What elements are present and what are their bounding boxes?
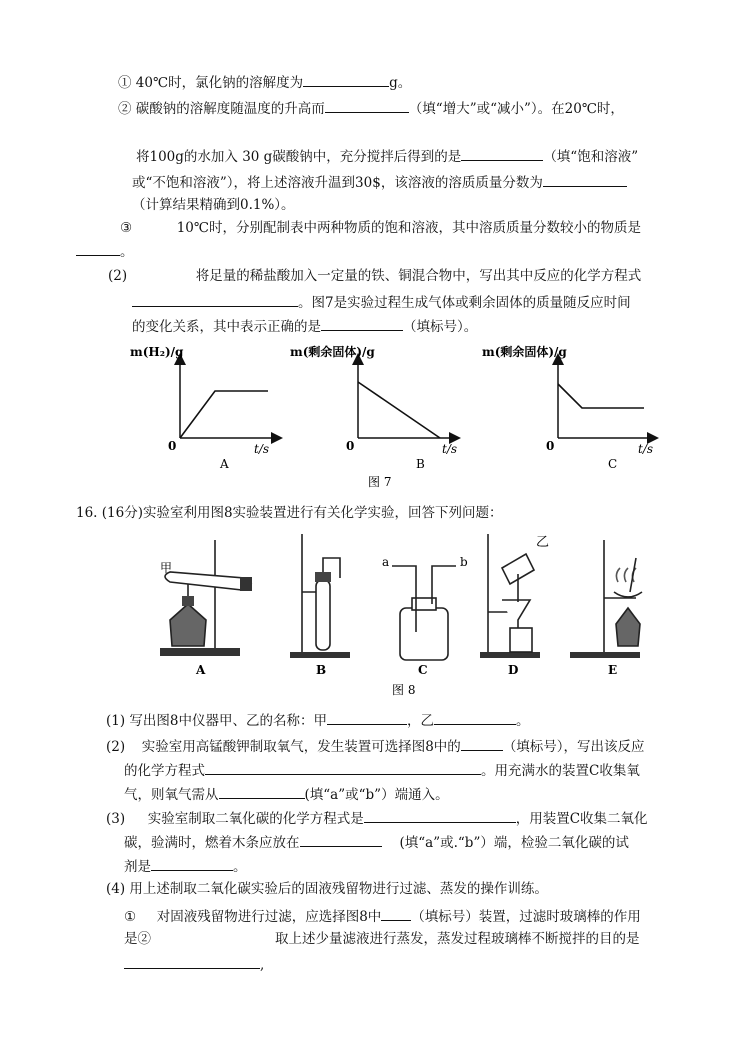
q15-part2-line3-text: 的变化关系，其中表示正确的是 <box>132 319 321 335</box>
graph-a-label: A <box>220 457 229 471</box>
q15-sub2-line4-text: （计算结果精确到0.1%）。 <box>132 197 295 213</box>
q16-part2-line3-text: 气，则氧气需从 <box>124 787 219 803</box>
graph-a-ylabel: m(H₂)/g <box>130 345 184 359</box>
answer-blank[interactable] <box>364 808 516 823</box>
q16-part2-line2-end: 。用充满水的装置C收集氧 <box>481 763 640 779</box>
q16-part3-line2 <box>124 832 629 852</box>
answer-blank[interactable] <box>303 72 389 87</box>
answer-blank[interactable] <box>124 954 260 969</box>
q15-sub1-text: 40℃时，氯化钠的溶解度为 <box>135 75 304 91</box>
q16-part1-number: (1) <box>106 713 126 729</box>
answer-blank[interactable] <box>325 98 409 113</box>
graph-c-origin: 0 <box>546 439 555 453</box>
q15-sub1-unit: g。 <box>389 75 412 91</box>
answer-blank[interactable] <box>205 760 481 775</box>
graph-c-ylabel: m(剩余固体)/g <box>482 345 567 359</box>
graph-b-xlabel: t/s <box>442 442 458 456</box>
q16-part3-line3 <box>124 856 247 876</box>
graph-c <box>482 344 656 471</box>
graph-a-xlabel: t/s <box>254 442 270 456</box>
graph-c-label: C <box>608 457 618 471</box>
q16-part4-sub1-line3-end: , <box>260 957 265 973</box>
figure-8-caption: 图 8 <box>392 683 416 697</box>
q15-part2-number: (2) <box>108 268 128 284</box>
apparatus-c-label: C <box>418 663 428 677</box>
graph-b-origin: 0 <box>346 439 355 453</box>
q16-part3-line3-text: 剂是 <box>124 859 151 875</box>
figure-7-caption: 图 7 <box>368 475 392 489</box>
apparatus-a <box>160 540 252 656</box>
answer-blank[interactable] <box>381 906 411 921</box>
graph-a-origin: 0 <box>168 439 177 453</box>
q15-sub2-text-end: （填“增大”或“减小”）。在20℃时， <box>408 101 624 117</box>
answer-blank[interactable] <box>76 241 120 256</box>
q15-sub2-text: 碳酸钠的溶解度随温度的升高而 <box>135 101 325 117</box>
q16-part2-mid: （填标号），写出该反应 <box>502 739 645 755</box>
q15-sub3-end: 。 <box>120 244 134 260</box>
q16-part4-sub1-number: ① <box>124 909 137 925</box>
q16-part1-text: 写出图8中仪器甲、乙的名称：甲 <box>129 713 328 729</box>
answer-blank[interactable] <box>461 146 543 161</box>
q15-sub3-line2 <box>76 241 134 261</box>
q16-part4-number: (4) <box>106 881 126 897</box>
q16-part2 <box>106 736 645 756</box>
apparatus-b <box>290 534 350 658</box>
q16-part3-line3-end: 。 <box>233 859 247 875</box>
q16-part4-sub1-mid: （填标号）装置，过滤时玻璃棒的作用 <box>411 909 641 925</box>
q16-part2-line2 <box>124 760 640 780</box>
label-jia: 甲 <box>160 561 173 575</box>
answer-blank[interactable] <box>151 856 233 871</box>
label-yi: 乙 <box>536 535 550 550</box>
graph-c-xlabel: t/s <box>638 442 654 456</box>
apparatus-b-label: B <box>316 663 327 677</box>
graph-b-curve <box>358 382 440 438</box>
q16-part3-mid: ，用装置C收集二氧化 <box>515 811 648 827</box>
q16-part3-line2-end: (填“a”或.“b”）端，检验二氧化碳的试 <box>399 835 629 851</box>
graph-b-label: B <box>416 457 425 471</box>
q15-sub3 <box>120 219 641 237</box>
q15-part2-line2-text: 。图7是实验过程生成气体或剩余固体的质量随反应时间 <box>298 295 631 311</box>
q15-part2-text: 将足量的稀盐酸加入一定量的铁、铜混合物中，写出其中反应的化学方程式 <box>195 268 642 284</box>
q15-sub2 <box>118 98 624 118</box>
q16-part3 <box>106 808 648 828</box>
q16-part4 <box>106 880 548 898</box>
q15-sub2-line4 <box>132 196 295 214</box>
q16-part2-number: (2) <box>106 739 126 755</box>
q15-sub2-number: ② <box>118 101 132 117</box>
graph-a-curve <box>180 391 268 438</box>
q15-part2-line2 <box>132 292 631 312</box>
q16-part3-line2-text: 碳，验满时，燃着木条应放在 <box>124 835 300 851</box>
apparatus-d-label: D <box>508 663 519 677</box>
q15-sub1 <box>118 72 411 92</box>
apparatus-e <box>570 540 642 658</box>
q16-part1 <box>106 710 530 730</box>
q16-part4-text: 用上述制取二氧化碳实验后的固液残留物进行过滤、蒸发的操作训练。 <box>129 881 548 897</box>
q16-part1-end: 。 <box>516 713 530 729</box>
answer-blank[interactable] <box>300 832 382 847</box>
answer-blank[interactable] <box>543 172 627 187</box>
q16-part4-sub1-line2-text: 是② <box>124 931 151 947</box>
q16-part4-sub1-text: 对固液残留物进行过滤，应选择图8中 <box>156 909 382 925</box>
q15-sub1-number: ① <box>118 75 132 91</box>
answer-blank[interactable] <box>461 736 503 751</box>
apparatus-d <box>480 534 540 658</box>
q15-sub2-line3-text: 或“不饱和溶液”），将上述溶液升温到30$，该溶液的溶质质量分数为 <box>132 175 543 191</box>
q15-sub3-text: 10℃时，分别配制表中两种物质的饱和溶液，其中溶质质量分数较小的物质是 <box>176 220 641 236</box>
q16-part2-text: 实验室用高锰酸钾制取氧气，发生装置可选择图8中的 <box>141 739 461 755</box>
q16-part4-sub1-line3 <box>124 954 264 974</box>
q16-part2-line2-text: 的化学方程式 <box>124 763 205 779</box>
q16-part4-sub1 <box>124 906 641 926</box>
figure-8 <box>130 528 660 708</box>
q16-part3-number: (3) <box>106 811 126 827</box>
answer-blank[interactable] <box>434 710 516 725</box>
label-b: b <box>460 555 468 569</box>
q15-part2-line3 <box>132 316 477 336</box>
answer-blank[interactable] <box>321 316 403 331</box>
q15-part2 <box>108 267 641 285</box>
label-a: a <box>382 555 390 569</box>
q16-part2-line3 <box>124 784 449 804</box>
q16-part1-mid: ，乙 <box>407 713 435 729</box>
q16-part3-text: 实验室制取二氧化碳的化学方程式是 <box>147 811 364 827</box>
q15-part2-line3-end: （填标号）。 <box>403 319 478 335</box>
graph-c-curve <box>558 384 644 408</box>
graph-b <box>290 344 458 471</box>
q15-sub2-line2-end: （填“饱和溶液” <box>543 149 639 165</box>
q16-header: 16. (16分)实验室利用图8实验装置进行有关化学实验，回答下列问题： <box>76 505 503 521</box>
apparatus-e-label: E <box>608 663 618 677</box>
q15-sub2-line2 <box>136 146 638 166</box>
q16-part2-line3-end: (填“a”或“b”）端通入。 <box>304 787 449 803</box>
q15-sub2-line3 <box>132 172 627 192</box>
answer-blank[interactable] <box>327 710 407 725</box>
figure-7 <box>120 338 660 498</box>
q15-sub3-number: ③ <box>120 220 133 236</box>
q16-part4-sub1-line2-end: 取上述少量滤液进行蒸发，蒸发过程玻璃棒不断搅拌的目的是 <box>275 931 640 947</box>
apparatus-c <box>392 566 456 660</box>
graph-a <box>130 345 280 471</box>
q15-sub2-line2-text: 将100g的水加入 30 g碳酸钠中，充分搅拌后得到的是 <box>136 149 462 165</box>
answer-blank[interactable] <box>132 292 298 307</box>
q16-part4-sub1-line2 <box>124 930 640 948</box>
answer-blank[interactable] <box>219 784 305 799</box>
graph-b-ylabel: m(剩余固体)/g <box>290 345 375 359</box>
apparatus-a-label: A <box>196 663 206 677</box>
